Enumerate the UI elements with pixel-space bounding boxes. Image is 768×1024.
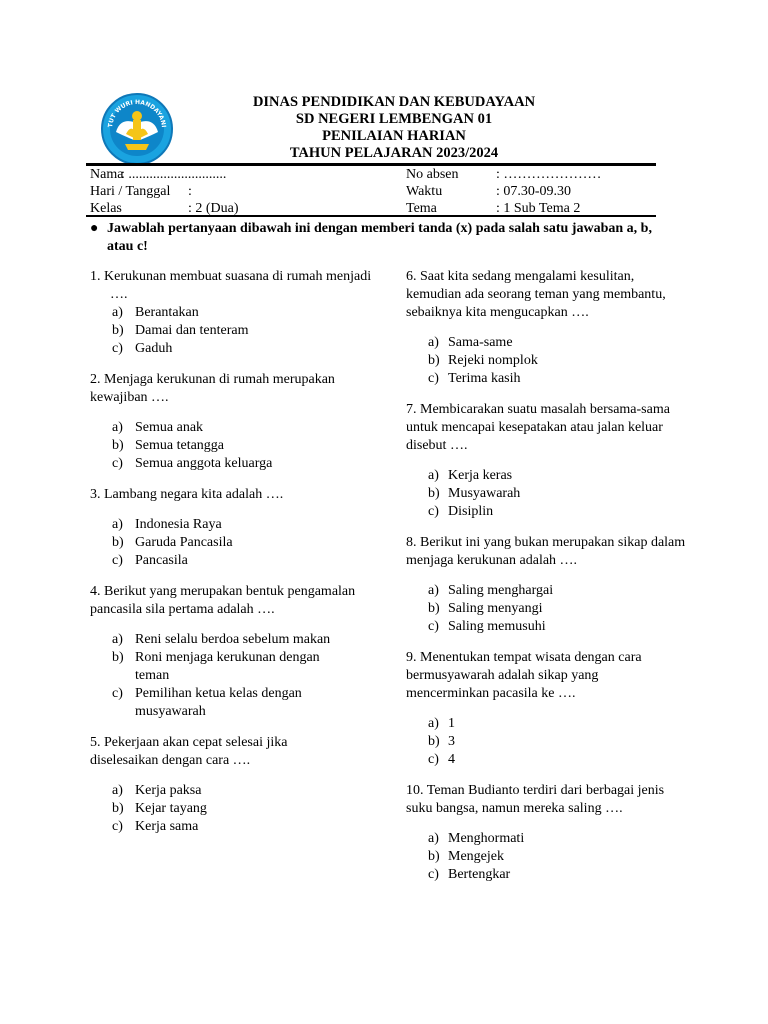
question-6 xyxy=(406,268,688,388)
option-text: 4 xyxy=(448,752,455,767)
option-text: Bertengkar xyxy=(448,867,511,882)
question-10-option-b[interactable] xyxy=(406,848,688,866)
option-text: Kerja paksa xyxy=(135,783,202,798)
option-letter: b) xyxy=(112,650,124,665)
option-text: Gaduh xyxy=(135,341,173,356)
question-4-option-a[interactable] xyxy=(90,631,380,649)
question-5 xyxy=(90,734,380,836)
question-7-option-b[interactable] xyxy=(406,485,688,503)
question-6-stem: 6. Saat kita sedang mengalami kesulitan, kemudian ada seorang teman yang membantu, sebaiknya kita mengucapkan …. xyxy=(406,269,666,320)
option-letter: a) xyxy=(428,335,439,350)
question-6-option-a[interactable] xyxy=(406,334,688,352)
absen-field[interactable]: : ………………… xyxy=(496,167,602,182)
option-text: Rejeki nomplok xyxy=(448,353,538,368)
option-text: Pancasila xyxy=(135,553,188,568)
header-school: SD NEGERI LEMBENGAN 01 xyxy=(295,111,493,127)
option-text: Disiplin xyxy=(448,504,494,519)
option-text: Musyawarah xyxy=(448,486,521,501)
option-letter: b) xyxy=(428,849,440,864)
question-7-stem: 7. Membicarakan suatu masalah bersama-sama untuk mencapai kesepatakan atau jalan keluar disebut …. xyxy=(406,402,670,453)
kelas-field: : 2 (Dua) xyxy=(188,201,239,216)
question-6-option-c[interactable] xyxy=(406,370,688,388)
question-2 xyxy=(90,371,380,473)
option-letter: c) xyxy=(428,504,439,519)
question-10-option-a[interactable] xyxy=(406,830,688,848)
question-2-option-a[interactable] xyxy=(90,419,380,437)
option-letter: b) xyxy=(112,535,124,550)
nama-label: Nama xyxy=(90,167,124,182)
logo-text: TUT WURI HANDAYANI xyxy=(107,98,167,128)
document-header xyxy=(200,94,588,162)
header-agency: DINAS PENDIDIKAN DAN KEBUDAYAAN xyxy=(252,94,536,110)
question-5-option-c[interactable] xyxy=(90,818,380,836)
option-text: Kerja sama xyxy=(135,819,199,834)
question-2-stem: 2. Menjaga kerukunan di rumah merupakan kewajiban …. xyxy=(90,372,335,405)
option-letter: c) xyxy=(112,341,123,356)
option-text: Pemilihan ketua kelas dengan musyawarah xyxy=(135,686,302,719)
option-letter: b) xyxy=(112,323,124,338)
instruction-text: Jawablah pertanyaan dibawah ini dengan memberi tanda (x) pada salah satu jawaban a, b, atau c! xyxy=(107,221,652,254)
header-exam: PENILAIAN HARIAN xyxy=(322,128,466,144)
option-letter: a) xyxy=(428,831,439,846)
info-divider xyxy=(86,215,656,217)
bullet-icon: ● xyxy=(90,221,99,236)
option-letter: a) xyxy=(428,468,439,483)
option-text: Sama-same xyxy=(448,335,513,350)
tut-wuri-handayani-logo xyxy=(100,92,174,166)
question-9 xyxy=(406,649,688,769)
option-text: Berantakan xyxy=(135,305,199,320)
questions-left-column xyxy=(90,268,380,836)
option-text: Semua anak xyxy=(135,420,204,435)
question-1-stem: 1. Kerukunan membuat suasana di rumah menjadi …. xyxy=(90,269,372,302)
option-letter: a) xyxy=(112,783,123,798)
question-10 xyxy=(406,782,688,884)
kelas-label: Kelas xyxy=(90,201,122,216)
question-5-option-b[interactable] xyxy=(90,800,380,818)
hari-field[interactable]: : xyxy=(188,184,192,199)
question-10-option-c[interactable] xyxy=(406,866,688,884)
option-letter: a) xyxy=(428,716,439,731)
question-5-option-a[interactable] xyxy=(90,782,380,800)
option-text: Menghormati xyxy=(448,831,525,846)
question-7-option-a[interactable] xyxy=(406,467,688,485)
question-3-stem: 3. Lambang negara kita adalah …. xyxy=(90,487,284,502)
option-text: Indonesia Raya xyxy=(135,517,222,532)
option-text: Reni selalu berdoa sebelum makan xyxy=(135,632,331,647)
option-text: Roni menjaga kerukunan dengan teman xyxy=(135,650,320,683)
option-letter: c) xyxy=(112,819,123,834)
questions-right-column xyxy=(406,268,688,884)
option-letter: a) xyxy=(112,305,123,320)
question-8-option-b[interactable] xyxy=(406,600,688,618)
question-7-option-c[interactable] xyxy=(406,503,688,521)
absen-label: No absen xyxy=(406,167,459,182)
question-4-option-b[interactable] xyxy=(90,649,380,685)
option-letter: c) xyxy=(112,456,123,471)
question-9-option-a[interactable] xyxy=(406,715,688,733)
hari-label: Hari / Tanggal xyxy=(90,184,171,199)
option-letter: c) xyxy=(428,752,439,767)
option-text: Semua tetangga xyxy=(135,438,225,453)
option-letter: b) xyxy=(428,734,440,749)
option-letter: c) xyxy=(428,371,439,386)
nama-field[interactable]: : ............................ xyxy=(121,167,227,182)
question-1 xyxy=(90,268,380,358)
question-4 xyxy=(90,583,380,721)
option-text: Kejar tayang xyxy=(135,801,207,816)
option-letter: b) xyxy=(428,601,440,616)
option-text: Kerja keras xyxy=(448,468,513,483)
option-text: Semua anggota keluarga xyxy=(135,456,273,471)
option-letter: c) xyxy=(428,619,439,634)
question-1-option-a[interactable] xyxy=(90,304,380,322)
question-9-stem: 9. Menentukan tempat wisata dengan cara bermusyawarah adalah sikap yang mencerminkan pacasila ke …. xyxy=(406,650,642,701)
option-text: Saling memusuhi xyxy=(448,619,546,634)
option-letter: a) xyxy=(112,420,123,435)
question-4-stem: 4. Berikut yang merupakan bentuk pengamalan pancasila sila pertama adalah …. xyxy=(90,584,356,617)
question-5-stem: 5. Pekerjaan akan cepat selesai jika diselesaikan dengan cara …. xyxy=(90,735,288,768)
option-letter: a) xyxy=(112,632,123,647)
question-1-option-c[interactable] xyxy=(90,340,380,358)
question-8-stem: 8. Berikut ini yang bukan merupakan sikap dalam menjaga kerukunan adalah …. xyxy=(406,535,686,568)
option-letter: b) xyxy=(428,486,440,501)
tema-label: Tema xyxy=(406,201,437,216)
option-text: Terima kasih xyxy=(448,371,521,386)
question-3-option-a[interactable] xyxy=(90,516,380,534)
option-letter: b) xyxy=(112,438,124,453)
question-3 xyxy=(90,486,380,570)
instruction xyxy=(86,220,668,256)
option-letter: b) xyxy=(112,801,124,816)
question-7 xyxy=(406,401,688,521)
question-10-stem: 10. Teman Budianto terdiri dari berbagai jenis suku bangsa, namun mereka saling …. xyxy=(406,783,665,816)
option-letter: c) xyxy=(112,553,123,568)
option-letter: a) xyxy=(112,517,123,532)
question-4-option-c[interactable] xyxy=(90,685,380,721)
option-text: Damai dan tenteram xyxy=(135,323,249,338)
question-6-option-b[interactable] xyxy=(406,352,688,370)
question-8-option-a[interactable] xyxy=(406,582,688,600)
option-text: Saling menyangi xyxy=(448,601,543,616)
option-text: 1 xyxy=(448,716,455,731)
question-2-option-c[interactable] xyxy=(90,455,380,473)
question-9-option-b[interactable] xyxy=(406,733,688,751)
question-9-option-c[interactable] xyxy=(406,751,688,769)
option-text: Garuda Pancasila xyxy=(135,535,233,550)
question-2-option-b[interactable] xyxy=(90,437,380,455)
option-letter: a) xyxy=(428,583,439,598)
option-letter: c) xyxy=(428,867,439,882)
option-text: Mengejek xyxy=(448,849,504,864)
header-year: TAHUN PELAJARAN 2023/2024 xyxy=(289,145,499,161)
question-3-option-b[interactable] xyxy=(90,534,380,552)
tema-field: : 1 Sub Tema 2 xyxy=(496,201,581,216)
waktu-label: Waktu xyxy=(406,184,443,199)
question-3-option-c[interactable] xyxy=(90,552,380,570)
question-8 xyxy=(406,534,688,636)
option-letter: b) xyxy=(428,353,440,368)
option-letter: c) xyxy=(112,686,123,701)
option-text: Saling menghargai xyxy=(448,583,554,598)
option-text: 3 xyxy=(448,734,455,749)
waktu-field: : 07.30-09.30 xyxy=(496,184,572,199)
question-1-option-b[interactable] xyxy=(90,322,380,340)
question-8-option-c[interactable] xyxy=(406,618,688,636)
